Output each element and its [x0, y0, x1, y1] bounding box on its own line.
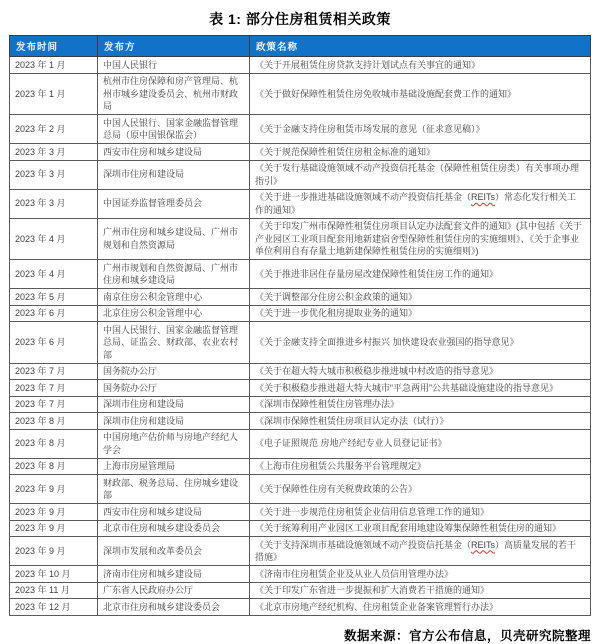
table-row	[10, 218, 591, 260]
cell-publisher: 北京住房公积金管理中心	[98, 305, 250, 322]
cell-policy-name: 《关于统筹利用产业园区工业项目配套用地建设筹集保障性租赁住房的通知》	[250, 520, 591, 537]
cell-publisher: 西安市住房和城乡建设局	[98, 504, 250, 521]
cell-publisher: 国务院办公厅	[98, 380, 250, 397]
cell-publisher: 广州市住房和城乡建设局、广州市规划和自然资源局	[98, 218, 250, 260]
cell-publisher: 南京住房公积金管理中心	[98, 289, 250, 306]
cell-policy-name: 《关于进一步规范住房租赁企业信用信息管理工作的通知》	[250, 504, 591, 521]
cell-publish-date: 2023 年 2 月	[10, 115, 98, 144]
cell-policy-name: 《关于发行基础设施领域不动产投资信托基金（保障性租赁住房类）有关事项办理指引》	[250, 160, 591, 189]
cell-publish-date: 2023 年 9 月	[10, 537, 98, 566]
cell-publisher: 中国人民银行	[98, 57, 250, 74]
table-row	[10, 429, 591, 458]
cell-publish-date: 2023 年 10 月	[10, 566, 98, 583]
cell-publisher: 北京市住房和城乡建设委员会	[98, 599, 250, 616]
table-row	[10, 396, 591, 413]
cell-publisher: 北京市住房和城乡建设委员会	[98, 520, 250, 537]
table-row	[10, 115, 591, 144]
cell-policy-name: 《深圳市保障性租赁住房管理办法》	[250, 396, 591, 413]
table-row	[10, 413, 591, 430]
cell-publish-date: 2023 年 1 月	[10, 57, 98, 74]
cell-publish-date: 2023 年 11 月	[10, 582, 98, 599]
cell-policy-name: 《关于进一步推进基础设施领域不动产投资信托基金（REITs）常态化发行相关工作的通知》	[250, 189, 591, 218]
table-body	[10, 57, 591, 616]
data-source-note: 数据来源：官方公布信息，贝壳研究院整理	[343, 628, 591, 643]
table-row	[10, 599, 591, 616]
cell-policy-name: 《关于金融支持全面推进乡村振兴 加快建设农业强国的指导意见》	[250, 322, 591, 364]
cell-policy-name: 《关于做好保障性租赁住房免收城市基础设施配套费工作的通知》	[250, 73, 591, 115]
table-title: 表 1: 部分住房租赁相关政策	[209, 11, 391, 27]
table-row	[10, 363, 591, 380]
cell-policy-name: 《关于开展租赁住房贷款支持计划试点有关事宜的通知》	[250, 57, 591, 74]
cell-policy-name: 《关于保障性住房有关税费政策的公告》	[250, 475, 591, 504]
cell-policy-name: 《关于调整部分住房公积金政策的通知》	[250, 289, 591, 306]
table-row	[10, 289, 591, 306]
cell-policy-name: 《关于金融支持住房租赁市场发展的意见（征求意见稿）》	[250, 115, 591, 144]
cell-policy-name: 《济南市住房租赁企业及从业人员信用管理办法》	[250, 566, 591, 583]
table-row	[10, 380, 591, 397]
cell-publisher: 杭州市住房保障和房产管理局、杭州市城乡建设委员会、杭州市财政局	[98, 73, 250, 115]
cell-publish-date: 2023 年 8 月	[10, 413, 98, 430]
cell-publish-date: 2023 年 3 月	[10, 160, 98, 189]
col-header-publisher: 发布方	[98, 36, 250, 57]
cell-publisher: 中国证券监督管理委员会	[98, 189, 250, 218]
cell-publish-date: 2023 年 4 月	[10, 218, 98, 260]
cell-publish-date: 2023 年 3 月	[10, 189, 98, 218]
table-row	[10, 144, 591, 161]
cell-publisher: 广东省人民政府办公厅	[98, 582, 250, 599]
cell-publisher: 济南市住房和城乡建设局	[98, 566, 250, 583]
table-row	[10, 582, 591, 599]
cell-publish-date: 2023 年 7 月	[10, 380, 98, 397]
table-row	[10, 504, 591, 521]
cell-publish-date: 2023 年 6 月	[10, 305, 98, 322]
cell-publish-date: 2023 年 9 月	[10, 475, 98, 504]
cell-publish-date: 2023 年 8 月	[10, 429, 98, 458]
cell-policy-name: 《关于支持深圳市基础设施领域不动产投资信托基金（REITs）高质量发展的若干措施》	[250, 537, 591, 566]
spellcheck-underlined-term: REITs	[471, 539, 496, 550]
cell-policy-name: 《北京市房地产经纪机构、住房租赁企业备案管理暂行办法》	[250, 599, 591, 616]
cell-publisher: 深圳市住房和建设局	[98, 413, 250, 430]
table-row	[10, 322, 591, 364]
cell-policy-name: 《关于印发广州市保障性租赁住房项目认定办法配套文件的通知》(其中包括《关于产业园区工业项目配套用地新建宿舍型保障性租赁住房的实施细则》、《关于企事业单位利用自有存量土地新建保障性租赁住房的实施细则》)	[250, 218, 591, 260]
table-row	[10, 566, 591, 583]
table-row	[10, 305, 591, 322]
table-row	[10, 160, 591, 189]
cell-policy-name: 《关于进一步优化租房提取业务的通知》	[250, 305, 591, 322]
cell-publisher: 中国人民银行、国家金融监督管理总局（原中国银保监会）	[98, 115, 250, 144]
cell-publish-date: 2023 年 9 月	[10, 504, 98, 521]
cell-policy-name: 《深圳市保障性租赁住房项目认定办法（试行）》	[250, 413, 591, 430]
cell-publish-date: 2023 年 4 月	[10, 260, 98, 289]
cell-publish-date: 2023 年 9 月	[10, 520, 98, 537]
table-row	[10, 260, 591, 289]
cell-policy-name: 《关于规范保障性租赁住房租金标准的通知》	[250, 144, 591, 161]
cell-policy-name: 《关于推进非居住存量房屋改建保障性租赁住房工作的通知》	[250, 260, 591, 289]
table-row	[10, 57, 591, 74]
cell-policy-name: 《关于在超大特大城市积极稳步推进城中村改造的指导意见》	[250, 363, 591, 380]
cell-publish-date: 2023 年 7 月	[10, 396, 98, 413]
cell-publish-date: 2023 年 8 月	[10, 458, 98, 475]
table-row	[10, 73, 591, 115]
cell-publisher: 国务院办公厅	[98, 363, 250, 380]
spellcheck-underlined-term: REITs	[471, 192, 496, 202]
table-row	[10, 520, 591, 537]
header-row	[10, 36, 591, 57]
cell-publish-date: 2023 年 3 月	[10, 144, 98, 161]
table-row	[10, 189, 591, 218]
cell-policy-name: 《上海市住房租赁公共服务平台管理规定》	[250, 458, 591, 475]
cell-publisher: 深圳市住房和建设局	[98, 160, 250, 189]
col-header-publish-date: 发布时间	[10, 36, 98, 57]
cell-policy-name: 《关于积极稳步推进超大特大城市“平急两用”公共基础设施建设的指导意见》	[250, 380, 591, 397]
cell-publisher: 广州市规划和自然资源局、广州市住房和城乡建设局	[98, 260, 250, 289]
cell-publish-date: 2023 年 6 月	[10, 322, 98, 364]
table-row	[10, 537, 591, 566]
cell-publisher: 财政部、税务总局、住房城乡建设部	[98, 475, 250, 504]
cell-publish-date: 2023 年 12 月	[10, 599, 98, 616]
cell-publisher: 深圳市发展和改革委员会	[98, 537, 250, 566]
cell-publish-date: 2023 年 5 月	[10, 289, 98, 306]
cell-publisher: 西安市住房和城乡建设局	[98, 144, 250, 161]
cell-publish-date: 2023 年 1 月	[10, 73, 98, 115]
table-row	[10, 458, 591, 475]
cell-policy-name: 《电子证照规范 房地产经纪专业人员登记证书》	[250, 429, 591, 458]
col-header-policy-name: 政策名称	[250, 36, 591, 57]
cell-publish-date: 2023 年 7 月	[10, 363, 98, 380]
cell-publisher: 中国人民银行、国家金融监督管理总局、证监会、财政部、农业农村部	[98, 322, 250, 364]
cell-policy-name: 《关于印发广东省进一步提振和扩大消费若干措施的通知》	[250, 582, 591, 599]
table-row	[10, 475, 591, 504]
cell-publisher: 中国房地产估价师与房地产经纪人学会	[98, 429, 250, 458]
cell-publisher: 上海市房屋管理局	[98, 458, 250, 475]
policy-table	[9, 35, 591, 616]
cell-publisher: 深圳市住房和建设局	[98, 396, 250, 413]
